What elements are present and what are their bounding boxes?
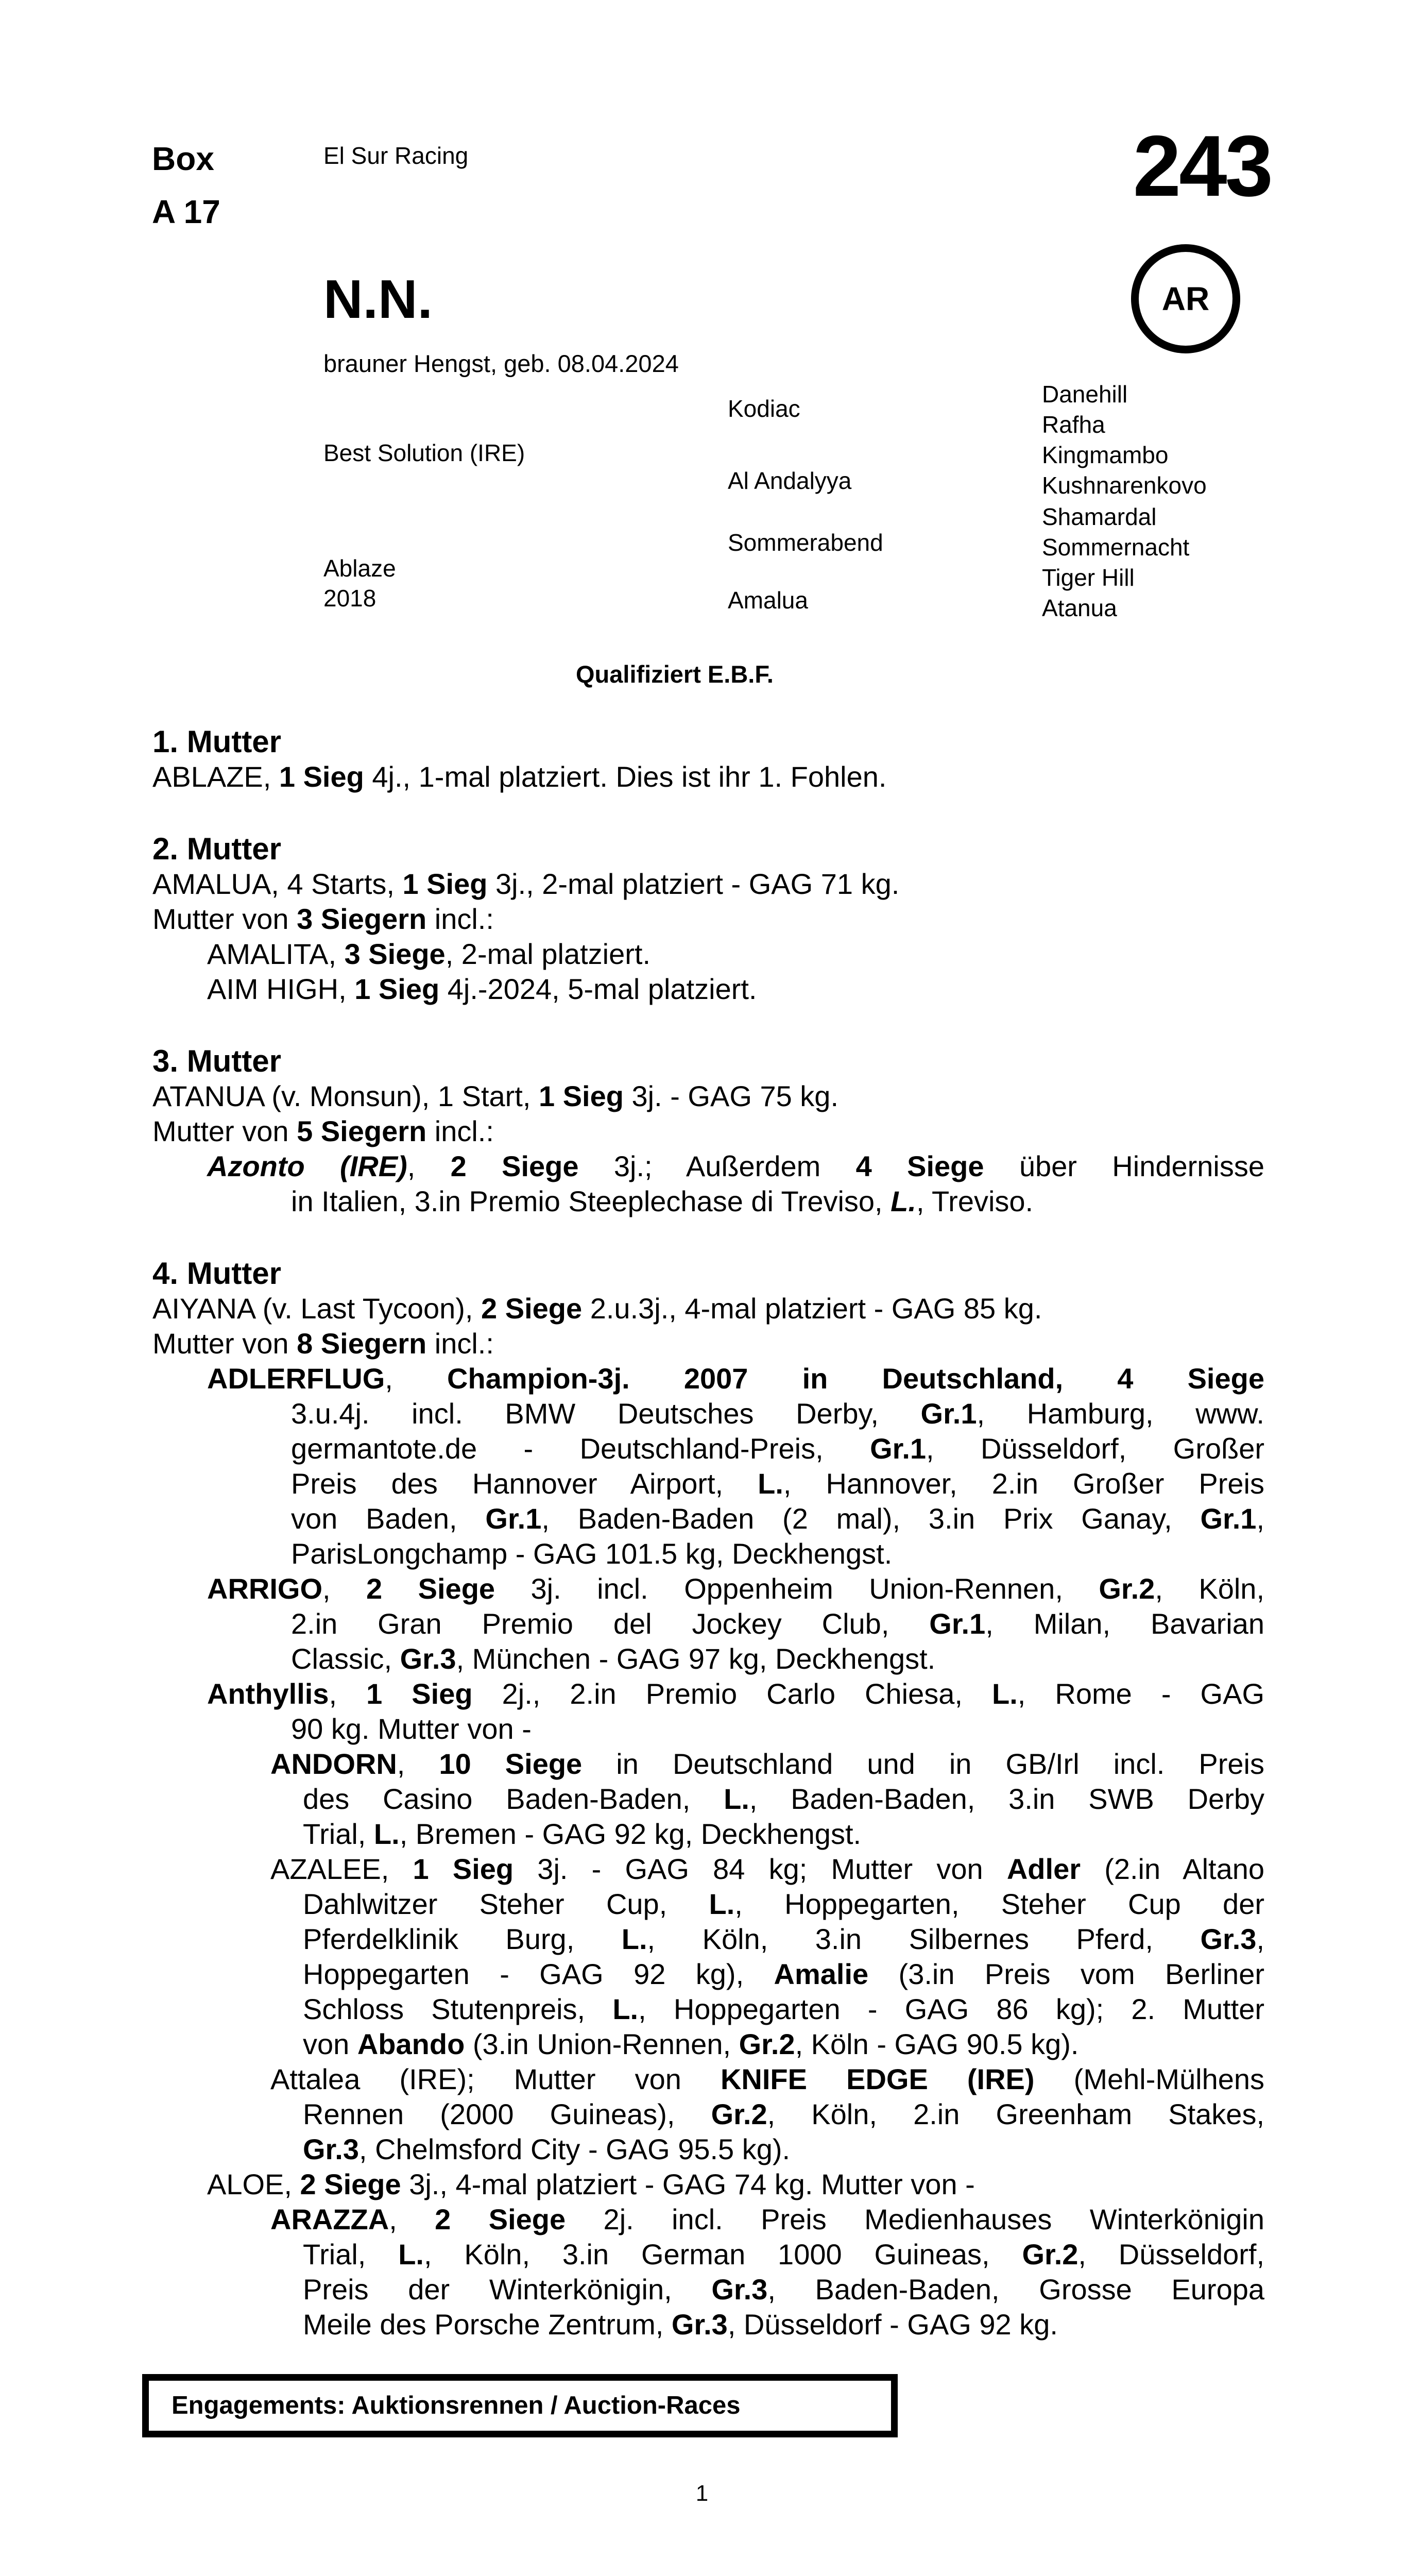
text-run: 3.u.4j. incl. BMW Deutsches Derby, — [291, 1397, 921, 1430]
pedigree-sire-sire: Kodiac — [728, 395, 800, 422]
box-number: A 17 — [152, 193, 220, 230]
text-run: Gr.3 — [671, 2308, 728, 2341]
text-run: 3 Siege — [344, 938, 446, 970]
pedigree-gen3-4: Kushnarenkovo — [1042, 472, 1207, 499]
text-run: 3j., 2-mal platziert - GAG 71 kg. — [487, 868, 900, 900]
text-line — [207, 937, 1264, 972]
text-run: , 2-mal platziert. — [445, 938, 651, 970]
text-run: 2 Siege — [366, 1572, 495, 1605]
text-run: (Mehl-Mülhens — [1034, 2063, 1265, 2095]
pedigree-dam-year: 2018 — [323, 585, 376, 612]
text-run: Meile des Porsche Zentrum, — [303, 2308, 672, 2341]
text-line — [303, 2132, 1264, 2167]
pedigree-dam: Ablaze — [323, 555, 396, 582]
text-run: 4j., 1-mal platziert. Dies ist ihr 1. Fohlen. — [364, 760, 887, 793]
pedigree-dam-dam: Amalua — [728, 587, 808, 614]
text-run: ARRIGO — [207, 1572, 322, 1605]
text-run: in Deutschland und in GB/Irl incl. Preis — [582, 1748, 1264, 1780]
consignor-name: El Sur Racing — [323, 142, 469, 169]
mutter-heading: 4. Mutter — [152, 1256, 282, 1291]
mutter-section — [152, 832, 1264, 1007]
text-run: L. — [724, 1783, 749, 1815]
text-run: , — [389, 2203, 435, 2235]
text-run: 2 Siege — [300, 2168, 401, 2200]
text-run: Pferdelklinik Burg, — [303, 1923, 622, 1955]
text-run: L. — [992, 1677, 1018, 1710]
text-line — [303, 1817, 1264, 1852]
text-run: (2.in Altano — [1081, 1853, 1265, 1885]
text-run: Dahlwitzer Steher Cup, — [303, 1888, 709, 1920]
text-run: , Chelmsford City - GAG 95.5 kg). — [358, 2133, 791, 2165]
text-run: L. — [891, 1185, 916, 1217]
text-run: (3.in Union-Rennen, — [465, 2028, 739, 2060]
text-run: , Köln, 3.in German 1000 Guineas, — [423, 2238, 1022, 2270]
text-run: 1 Sieg — [354, 973, 440, 1005]
text-run: , — [329, 1677, 367, 1710]
text-line — [152, 1291, 1264, 1326]
brand-badge-circle — [1131, 244, 1240, 353]
text-run: , Bremen - GAG 92 kg, Deckhengst. — [399, 1818, 862, 1850]
text-run: 2 Siege — [435, 2203, 566, 2235]
mutter-sections — [152, 724, 1264, 2342]
text-run: 1 Sieg — [413, 1853, 514, 1885]
text-line — [303, 1957, 1264, 1992]
text-line — [152, 1326, 1264, 1361]
text-run: Abando — [357, 2028, 465, 2060]
text-run: Trial, — [303, 1818, 374, 1850]
text-run: Rennen (2000 Guineas), — [303, 2098, 711, 2130]
text-run: L. — [373, 1818, 400, 1850]
text-run: , Rome - GAG — [1017, 1677, 1265, 1710]
text-run: , — [1256, 1923, 1264, 1955]
text-run: , Baden-Baden, 3.in SWB Derby — [749, 1783, 1264, 1815]
text-run: Gr.2 — [711, 2098, 767, 2130]
text-run: 1 Sieg — [402, 868, 488, 900]
horse-name: N.N. — [323, 269, 433, 330]
text-run: AZALEE, — [270, 1853, 413, 1885]
text-run: , Düsseldorf - GAG 92 kg. — [727, 2308, 1058, 2341]
text-run: 1 Sieg — [366, 1677, 473, 1710]
text-line — [270, 2062, 1264, 2097]
text-run: , — [397, 1748, 439, 1780]
text-run: , Köln, — [1155, 1572, 1264, 1605]
text-line — [303, 1782, 1264, 1817]
text-run: 3j., 4-mal platziert - GAG 74 kg. Mutter von - — [401, 2168, 975, 2200]
lot-number: 243 — [1133, 117, 1271, 214]
text-line — [207, 1149, 1264, 1184]
text-run: , — [385, 1362, 448, 1395]
text-run: Gr.3 — [303, 2133, 359, 2165]
text-run: L. — [398, 2238, 424, 2270]
text-run: AMALITA, — [207, 938, 345, 970]
text-run: 3j. incl. Oppenheim Union-Rennen, — [495, 1572, 1099, 1605]
text-run: Adler — [1006, 1853, 1081, 1885]
text-run: des Casino Baden-Baden, — [303, 1783, 724, 1815]
text-run: 3 Siegern — [297, 903, 427, 935]
text-run: , — [407, 1150, 451, 1182]
text-run: , Köln - GAG 90.5 kg). — [795, 2028, 1079, 2060]
text-line — [152, 759, 1264, 794]
text-run: 2 Siege — [481, 1292, 583, 1325]
text-line — [291, 1536, 1264, 1571]
text-run: Trial, — [303, 2238, 399, 2270]
text-line — [291, 1396, 1264, 1431]
text-run: L. — [758, 1467, 783, 1500]
text-run: KNIFE EDGE (IRE) — [720, 2063, 1035, 2095]
text-line — [270, 2202, 1264, 2237]
text-run: , München - GAG 97 kg, Deckhengst. — [456, 1642, 936, 1675]
text-run: über Hindernisse — [984, 1150, 1265, 1182]
text-run: 90 kg. Mutter von - — [291, 1713, 532, 1745]
text-run: 2.u.3j., 4-mal platziert - GAG 85 kg. — [582, 1292, 1042, 1325]
pedigree-gen3-3: Kingmambo — [1042, 442, 1169, 468]
text-line — [207, 1676, 1264, 1711]
text-run: Gr.1 — [1200, 1502, 1257, 1535]
text-line — [303, 2027, 1264, 2062]
text-run: Hoppegarten - GAG 92 kg), — [303, 1958, 774, 1990]
mutter-heading: 1. Mutter — [152, 724, 282, 759]
text-run: Gr.2 — [739, 2028, 795, 2060]
horse-description: brauner Hengst, geb. 08.04.2024 — [323, 350, 679, 377]
pedigree-gen3-2: Rafha — [1042, 411, 1105, 438]
text-run: 1 Sieg — [279, 760, 364, 793]
text-run: Schloss Stutenpreis, — [303, 1993, 613, 2025]
text-run: ATANUA (v. Monsun), 1 Start, — [152, 1080, 539, 1112]
text-line — [152, 1079, 1264, 1114]
text-run: Mutter von — [152, 1115, 297, 1147]
text-run: 3j. - GAG 75 kg. — [623, 1080, 838, 1112]
text-run: , Hamburg, www. — [977, 1397, 1264, 1430]
text-run: von Baden, — [291, 1502, 486, 1535]
text-run: in Italien, 3.in Premio Steeplechase di Treviso, — [291, 1185, 891, 1217]
text-run: 2.in Gran Premio del Jockey Club, — [291, 1607, 930, 1640]
text-line — [291, 1184, 1264, 1219]
pedigree-sire: Best Solution (IRE) — [323, 439, 525, 466]
mutter-section — [152, 1256, 1264, 2342]
text-run: ARAZZA — [270, 2203, 389, 2235]
text-run: Classic, — [291, 1642, 400, 1675]
text-run: , Köln, 2.in Greenham Stakes, — [767, 2098, 1265, 2130]
engagements-text: Engagements: Auktionsrennen / Auction-Races — [172, 2392, 741, 2419]
text-line — [291, 1606, 1264, 1641]
text-run: , Düsseldorf, — [1078, 2238, 1265, 2270]
text-run: ABLAZE, — [152, 760, 279, 793]
text-run: Anthyllis — [207, 1677, 329, 1710]
text-run: 8 Siegern — [297, 1327, 427, 1360]
text-run: AMALUA, 4 Starts, — [152, 868, 403, 900]
text-run: Gr.1 — [920, 1397, 977, 1430]
text-run: L. — [709, 1888, 735, 1920]
text-line — [152, 902, 1264, 937]
text-run: , Baden-Baden (2 mal), 3.in Prix Ganay, — [541, 1502, 1201, 1535]
text-run: ANDORN — [270, 1748, 397, 1780]
text-run: Gr.3 — [400, 1642, 456, 1675]
text-run: 4 Siege — [855, 1150, 984, 1182]
text-run: Gr.3 — [1200, 1923, 1257, 1955]
text-run: incl.: — [426, 1327, 494, 1360]
text-line — [303, 2097, 1264, 2132]
text-line — [303, 2237, 1264, 2272]
text-line — [270, 1747, 1264, 1782]
text-run: ADLERFLUG — [207, 1362, 385, 1395]
text-run: von — [303, 2028, 357, 2060]
text-run: , Düsseldorf, Großer — [926, 1432, 1264, 1465]
text-run: germantote.de - Deutschland-Preis, — [291, 1432, 870, 1465]
mutter-heading: 2. Mutter — [152, 832, 282, 866]
text-run: Mutter von — [152, 903, 297, 935]
text-line — [270, 1852, 1264, 1887]
text-line — [291, 1711, 1264, 1747]
text-run: AIM HIGH, — [207, 973, 355, 1005]
mutter-section — [152, 1044, 1264, 1219]
text-run: Gr.1 — [929, 1607, 986, 1640]
text-line — [291, 1501, 1264, 1536]
text-run: Gr.1 — [870, 1432, 927, 1465]
text-run: incl.: — [426, 903, 494, 935]
text-line — [152, 1114, 1264, 1149]
text-run: 10 Siege — [439, 1748, 583, 1780]
text-run: , Hannover, 2.in Großer Preis — [783, 1467, 1264, 1500]
text-line — [303, 1887, 1264, 1922]
pedigree-gen3-8: Atanua — [1042, 595, 1117, 621]
text-run: Azonto (IRE) — [207, 1150, 407, 1182]
box-label: Box — [152, 140, 214, 177]
text-line — [303, 1992, 1264, 2027]
text-run: Gr.1 — [485, 1502, 542, 1535]
text-run: Gr.2 — [1022, 2238, 1078, 2270]
text-run: 3j.; Außerdem — [578, 1150, 856, 1182]
text-run: incl.: — [426, 1115, 494, 1147]
text-run: (3.in Preis vom Berliner — [868, 1958, 1264, 1990]
text-run: Preis des Hannover Airport, — [291, 1467, 758, 1500]
text-run: , Baden-Baden, Grosse Europa — [767, 2273, 1265, 2306]
text-run: , — [322, 1572, 367, 1605]
text-run: 2j. incl. Preis Medienhauses Winterkönigin — [566, 2203, 1265, 2235]
text-line — [303, 1922, 1264, 1957]
text-run: ParisLongchamp - GAG 101.5 kg, Deckhengst. — [291, 1537, 893, 1570]
text-run: , Milan, Bavarian — [985, 1607, 1264, 1640]
text-run: L. — [621, 1923, 647, 1955]
text-run: Preis der Winterkönigin, — [303, 2273, 712, 2306]
text-run: Gr.2 — [1099, 1572, 1155, 1605]
pedigree-sire-dam: Al Andalyya — [728, 467, 852, 494]
text-run: 5 Siegern — [297, 1115, 427, 1147]
text-line — [207, 1361, 1264, 1396]
text-run: Amalie — [774, 1958, 869, 1990]
text-run: Mutter von — [152, 1327, 297, 1360]
text-line — [303, 2272, 1264, 2307]
text-run: 3j. - GAG 84 kg; Mutter von — [513, 1853, 1007, 1885]
text-run: ALOE, — [207, 2168, 300, 2200]
text-run: 4j.-2024, 5-mal platziert. — [439, 973, 757, 1005]
text-run: , — [1256, 1502, 1264, 1535]
text-line — [291, 1641, 1264, 1676]
text-line — [291, 1431, 1264, 1466]
pedigree-gen3-7: Tiger Hill — [1042, 564, 1135, 591]
text-run: , Köln, 3.in Silbernes Pferd, — [647, 1923, 1201, 1955]
text-run: 2j., 2.in Premio Carlo Chiesa, — [472, 1677, 992, 1710]
page-number: 1 — [695, 2481, 709, 2506]
text-run: AIYANA (v. Last Tycoon), — [152, 1292, 482, 1325]
text-line — [152, 867, 1264, 902]
text-run: Gr.3 — [711, 2273, 768, 2306]
text-line — [207, 1571, 1264, 1606]
text-line — [291, 1466, 1264, 1501]
text-run: , Hoppegarten, Steher Cup der — [734, 1888, 1264, 1920]
mutter-heading: 3. Mutter — [152, 1044, 282, 1078]
pedigree-gen3-6: Sommernacht — [1042, 534, 1190, 561]
qualification-note: Qualifiziert E.B.F. — [576, 660, 774, 688]
engagements-box — [142, 2374, 898, 2437]
text-run: , Hoppegarten - GAG 86 kg); 2. Mutter — [638, 1993, 1265, 2025]
text-line — [303, 2307, 1264, 2342]
text-run: Attalea (IRE); Mutter von — [270, 2063, 721, 2095]
text-run: , Treviso. — [916, 1185, 1034, 1217]
text-run: L. — [612, 1993, 639, 2025]
text-run: Champion-3j. 2007 in Deutschland, 4 Siege — [447, 1362, 1264, 1395]
text-run: 1 Sieg — [538, 1080, 624, 1112]
brand-badge-text: AR — [1161, 280, 1210, 317]
text-run: 2 Siege — [450, 1150, 579, 1182]
pedigree-gen3-1: Danehill — [1042, 381, 1128, 408]
text-line — [207, 972, 1264, 1007]
text-line — [207, 2167, 1264, 2202]
mutter-section — [152, 724, 1264, 794]
pedigree-dam-sire: Sommerabend — [728, 529, 883, 556]
pedigree-gen3-5: Shamardal — [1042, 503, 1157, 530]
